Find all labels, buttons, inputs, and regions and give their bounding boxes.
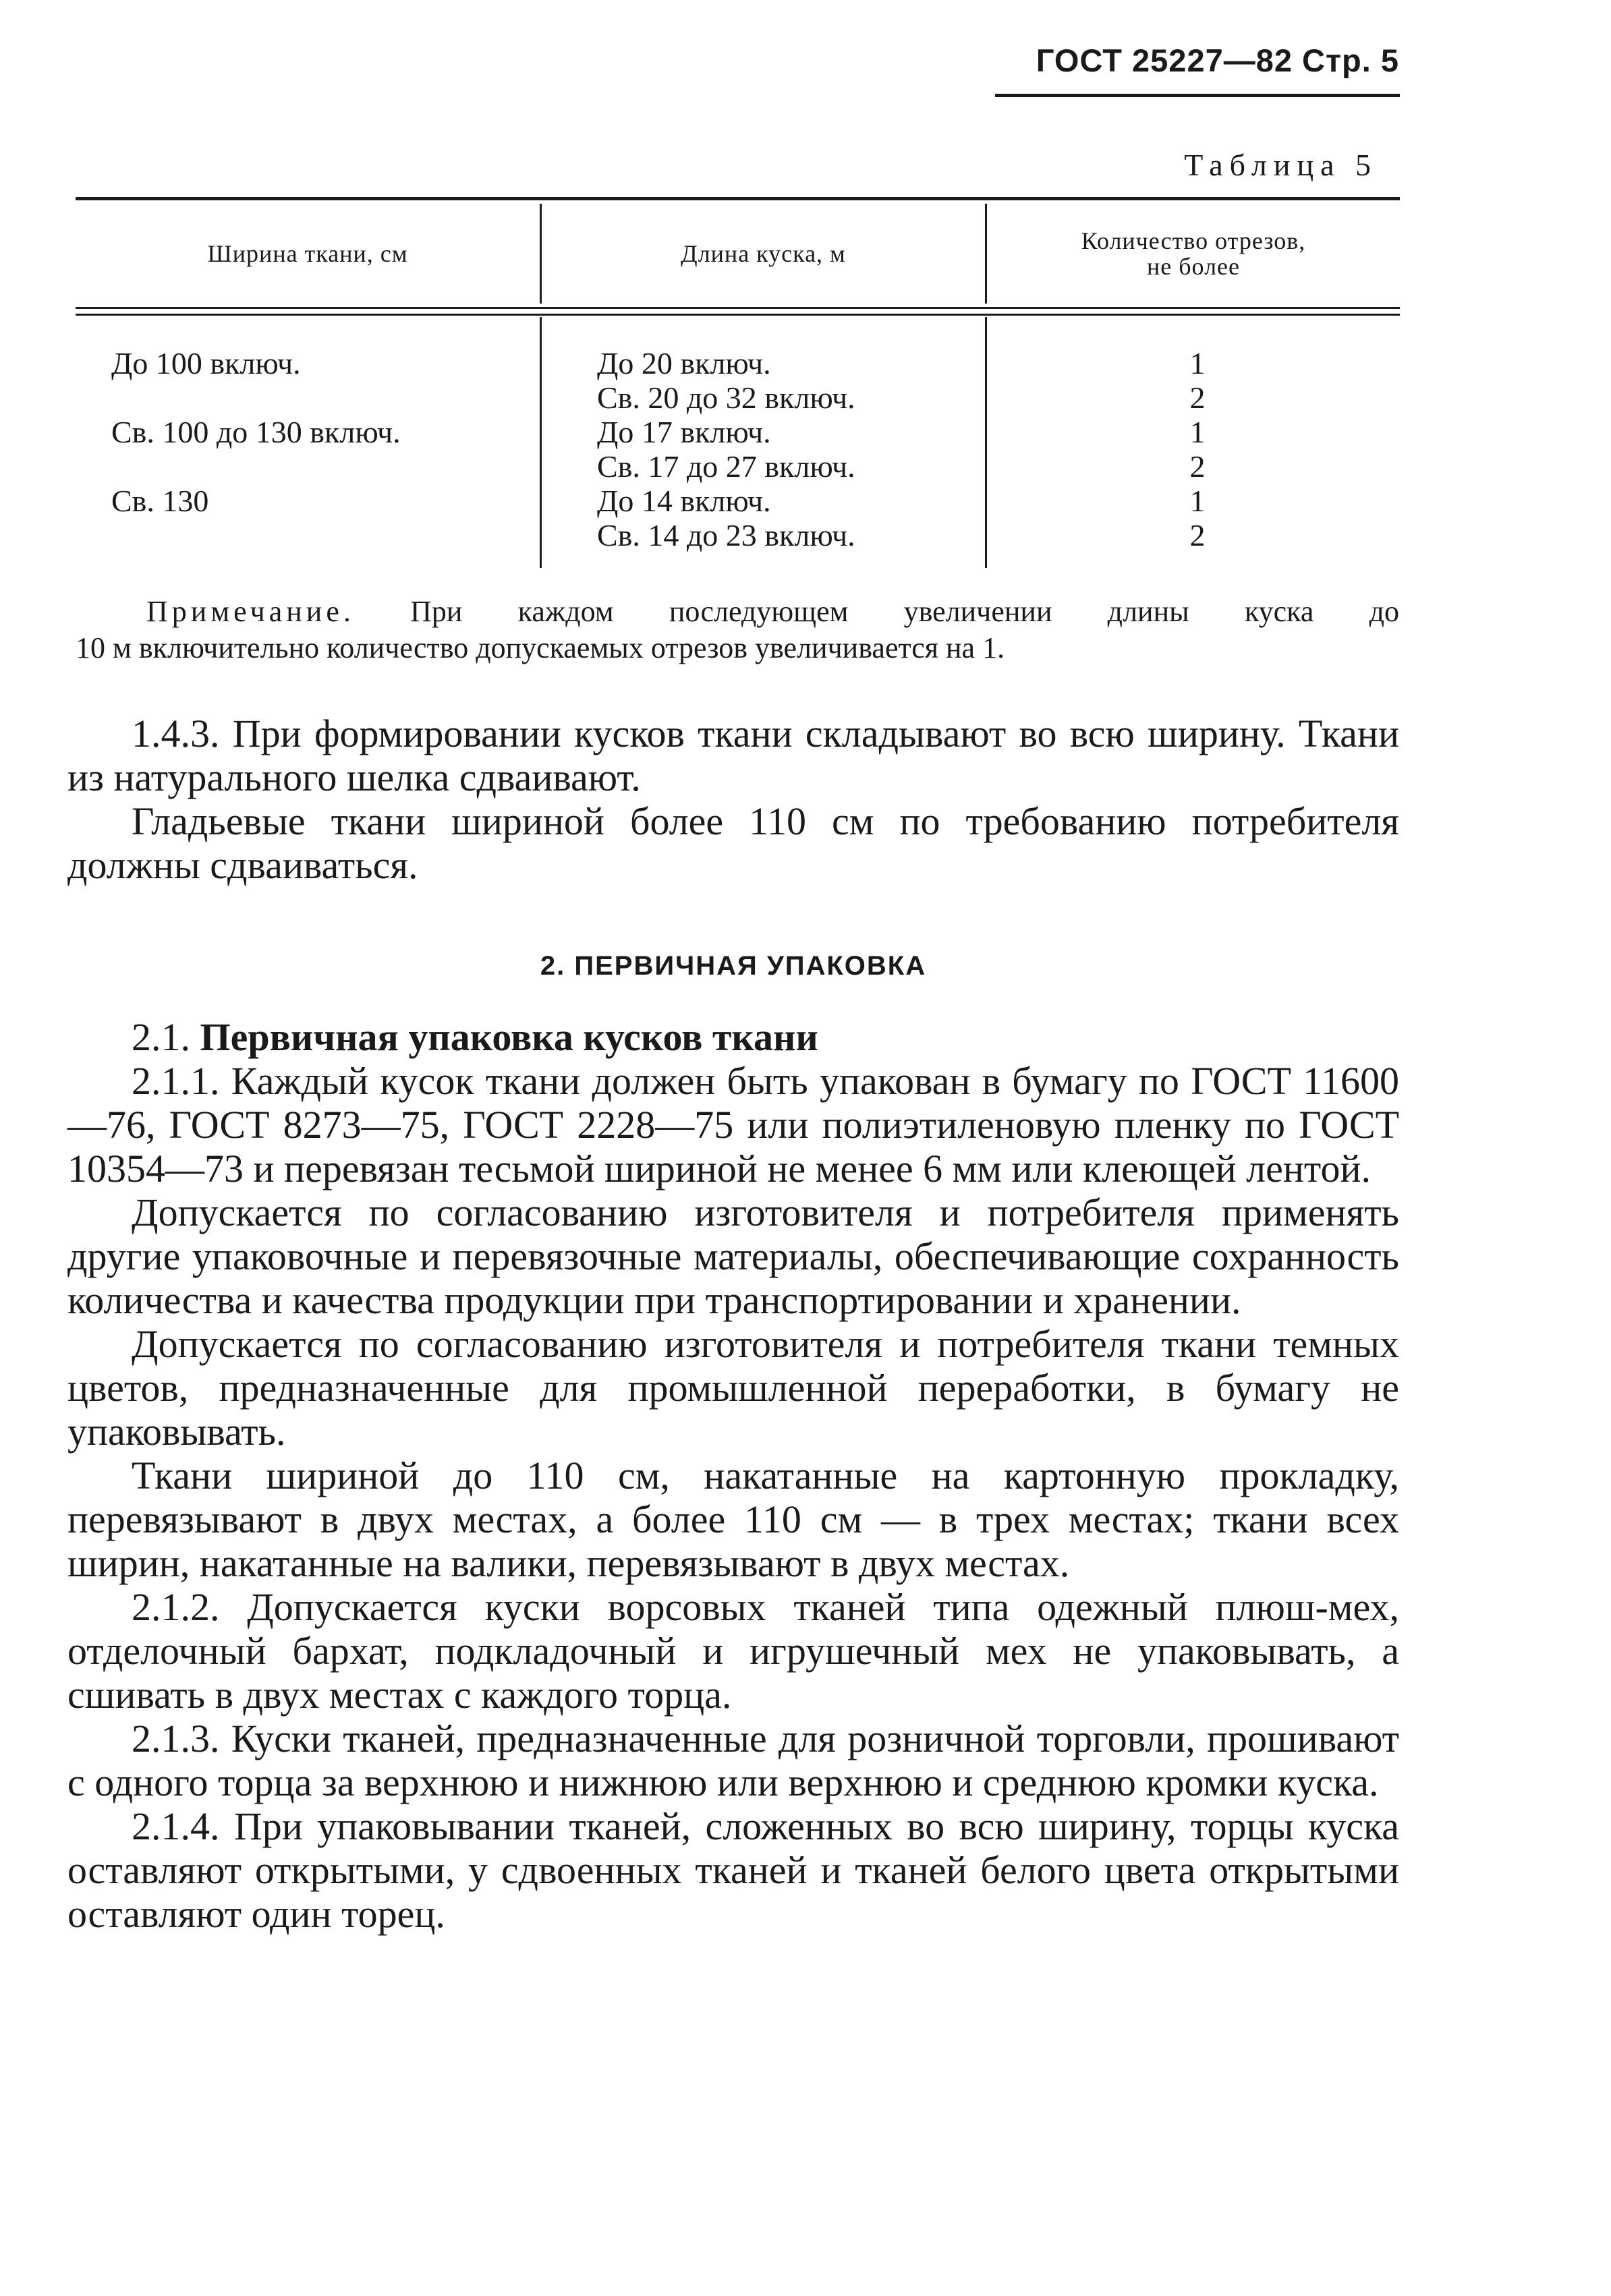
table-cell-length-1: До 20 включ. bbox=[597, 346, 771, 380]
paragraph-1-4-3: 1.4.3. При формировании кусков ткани складывают во всю ширину. Ткани из натурального шелка сдваивают. bbox=[67, 712, 1399, 799]
paragraph-tying: Ткани шириной до 110 см, накатанные на картонную прокладку, перевязывают в двух местах, а более 110 см — в трех местах; ткани всех ширин, накатанные на валики, перевязывают в двух местах. bbox=[67, 1454, 1399, 1585]
table-header-rule-2 bbox=[76, 314, 1400, 316]
table-divider-2b bbox=[985, 317, 987, 568]
table-divider-1b bbox=[540, 317, 542, 568]
table-cell-width-2: Св. 100 до 130 включ. bbox=[111, 415, 401, 449]
subsection-title: Первичная упаковка кусков ткани bbox=[200, 1015, 818, 1059]
note-label: Примечание. bbox=[146, 595, 355, 628]
table-column-length bbox=[597, 346, 855, 552]
table-cell-count-4: 2 bbox=[1189, 449, 1206, 484]
subsection-number: 2.1. bbox=[132, 1015, 190, 1059]
column-header-count bbox=[987, 202, 1400, 305]
table-cell-length-3: До 17 включ. bbox=[597, 415, 771, 449]
table-caption: Таблица 5 bbox=[1184, 148, 1378, 182]
table-cell-length-4: Св. 17 до 27 включ. bbox=[597, 449, 855, 484]
table-cell-width-3: Св. 130 bbox=[111, 484, 209, 518]
paragraph-2-1-2: 2.1.2. Допускается куски ворсовых тканей типа одежный плюш-мех, отделочный бархат, подкладочный и игрушечный мех не упаковывать, а сшивать в двух местах с каждого торца. bbox=[67, 1585, 1399, 1717]
paragraph-dark-fabrics: Допускается по согласованию изготовителя и потребителя ткани темных цветов, предназначенные для промышленной переработки, в бумагу не упаковывать. bbox=[67, 1322, 1399, 1454]
paragraph-2-1-1: 2.1.1. Каждый кусок ткани должен быть упакован в бумагу по ГОСТ 11600—76, ГОСТ 8273—75, ГОСТ 2228—75 или полиэтиленовую пленку по ГОСТ 10354—73 и перевязан тесьмой шириной не менее 6 мм или клеющей лентой. bbox=[67, 1059, 1399, 1190]
table-top-rule bbox=[76, 197, 1400, 200]
header-rule bbox=[995, 94, 1400, 97]
section-title: 2. ПЕРВИЧНАЯ УПАКОВКА bbox=[540, 951, 927, 981]
column-header-width: Ширина ткани, см bbox=[207, 240, 408, 267]
note-line-2: 10 м включительно количество допускаемых отрезов увеличивается на 1. bbox=[76, 631, 1005, 664]
table-cell-count-1: 1 bbox=[1189, 346, 1206, 380]
section-2-body bbox=[67, 1015, 1399, 1936]
table-column-count bbox=[1147, 346, 1248, 552]
running-header: ГОСТ 25227—82 Стр. 5 bbox=[1036, 42, 1399, 78]
note-line-1: При каждом последующем увеличении длины куска до bbox=[410, 595, 1399, 628]
table-cell-count-2: 2 bbox=[1189, 380, 1206, 415]
table-cell-count-5: 1 bbox=[1189, 484, 1206, 518]
paragraph-2-1-4: 2.1.4. При упаковывании тканей, сложенных во всю ширину, торцы куска оставляют открытыми, у сдвоенных тканей и тканей белого цвета открытыми оставляют один торец. bbox=[67, 1804, 1399, 1936]
column-header-count-line-2: не более bbox=[1146, 253, 1240, 280]
paragraph-smooth-fabrics: Гладьевые ткани шириной более 110 см по требованию потребителя должны сдваиваться. bbox=[67, 799, 1399, 887]
paragraph-other-materials: Допускается по согласованию изготовителя и потребителя применять другие упаковочные и перевязочные материалы, обеспечивающие сохранность количества и качества продукции при транспортировании и хранении. bbox=[67, 1190, 1399, 1322]
table-cell-count-3: 1 bbox=[1189, 415, 1206, 449]
table-cell-length-5: До 14 включ. bbox=[597, 484, 771, 518]
paragraphs-top bbox=[67, 712, 1399, 887]
table-note bbox=[76, 594, 1399, 666]
table-header-rule-1 bbox=[76, 307, 1400, 309]
table-cell-count-6: 2 bbox=[1189, 518, 1206, 552]
subsection-heading bbox=[67, 1015, 1399, 1059]
column-header-length: Длина куска, м bbox=[681, 240, 846, 267]
table-cell-width-1: До 100 включ. bbox=[111, 346, 301, 380]
table-cell-length-6: Св. 14 до 23 включ. bbox=[597, 518, 855, 552]
paragraph-2-1-3: 2.1.3. Куски тканей, предназначенные для розничной торговли, прошивают с одного торца за верхнюю и нижнюю или верхнюю и среднюю кромки куска. bbox=[67, 1717, 1399, 1804]
column-header-count-line-1: Количество отрезов, bbox=[1081, 227, 1306, 254]
table-cell-length-2: Св. 20 до 32 включ. bbox=[597, 380, 855, 415]
